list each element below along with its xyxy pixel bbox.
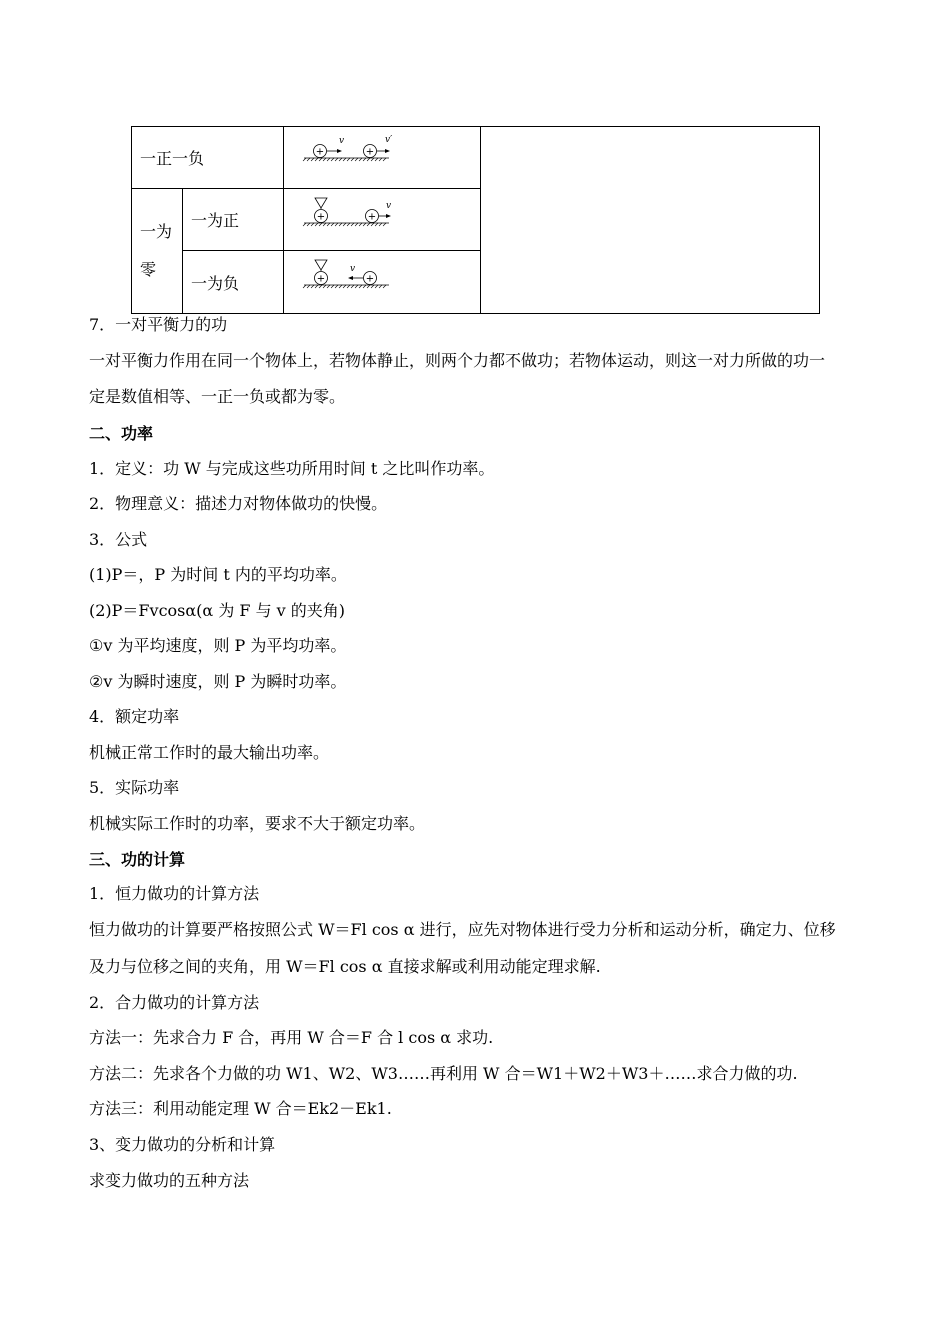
table-empty-cell <box>481 127 820 314</box>
variable-force-title: 3、变力做功的分析和计算 <box>89 1135 276 1154</box>
power-formula-2: (2)P＝Fvcosα(α 为 F 与 v 的夹角) <box>89 601 346 620</box>
row-label-zero-positive: 一为正 <box>183 189 284 251</box>
power-formula-2b: ②v 为瞬时速度，则 P 为瞬时功率。 <box>89 672 347 691</box>
constant-force-paragraph-line1: 恒力做功的计算要严格按照公式 W＝Fl cos α 进行，应先对物体进行受力分析和运动分析，确定力、位移 <box>89 920 836 939</box>
row-label-zero-negative: 一为负 <box>183 251 284 314</box>
section-7-paragraph-line1: 一对平衡力作用在同一个物体上，若物体静止，则两个力都不做功；若物体运动，则这一对力所做的功一 <box>89 351 826 370</box>
svg-text:+: + <box>315 146 325 158</box>
velocity-label: v <box>386 201 392 211</box>
net-force-title: 2．合力做功的计算方法 <box>89 993 260 1012</box>
section-7-paragraph-line2: 定是数值相等、一正一负或都为零。 <box>89 387 346 406</box>
svg-text:+: + <box>367 211 377 223</box>
group-label-line2: 零 <box>140 260 157 279</box>
net-force-method-2: 方法二：先求各个力做的功 W1、W2、W3……再利用 W 合＝W1＋W2＋W3＋……求合力做的功. <box>89 1064 798 1083</box>
heading-power: 二、功率 <box>89 424 154 443</box>
power-formula-2a: ①v 为平均速度，则 P 为平均功率。 <box>89 636 347 655</box>
group-label-zero <box>132 189 183 314</box>
svg-text:+: + <box>365 273 375 285</box>
net-force-method-3: 方法三：利用动能定理 W 合＝Ek2－Ek1. <box>89 1099 392 1118</box>
rated-power-title: 4．额定功率 <box>89 707 180 726</box>
power-meaning: 2．物理意义：描述力对物体做功的快慢。 <box>89 494 388 513</box>
velocity-prime-label: v′ <box>385 135 393 145</box>
variable-force-intro: 求变力做功的五种方法 <box>89 1171 250 1190</box>
power-formula-1: (1)P＝，P 为时间 t 内的平均功率。 <box>89 565 347 584</box>
net-force-method-1: 方法一：先求合力 F 合，再用 W 合＝F 合 l cos α 求功. <box>89 1028 494 1047</box>
diagram-hanging-ball-moving-right <box>284 189 481 251</box>
diagram-hanging-ball-moving-left <box>284 251 481 314</box>
actual-power-text: 机械实际工作时的功率，要求不大于额定功率。 <box>89 814 426 833</box>
actual-power-title: 5．实际功率 <box>89 778 180 797</box>
power-formula-title: 3．公式 <box>89 530 148 549</box>
section-7-title: 7．一对平衡力的功 <box>89 315 228 334</box>
heading-work-calculation: 三、功的计算 <box>89 850 186 869</box>
power-definition: 1．定义：功 W 与完成这些功所用时间 t 之比叫作功率。 <box>89 459 495 478</box>
svg-text:+: + <box>365 146 375 158</box>
svg-text:+: + <box>316 273 326 285</box>
rated-power-text: 机械正常工作时的最大输出功率。 <box>89 743 330 762</box>
diagram-two-balls-moving <box>284 127 481 189</box>
velocity-label: v <box>339 136 345 146</box>
row-label-positive-negative: 一正一负 <box>132 127 284 189</box>
group-label-line1: 一为 <box>140 222 173 241</box>
velocity-label: v <box>350 264 356 274</box>
constant-force-paragraph-line2: 及力与位移之间的夹角，用 W＝Fl cos α 直接求解或利用动能定理求解. <box>89 957 601 976</box>
constant-force-title: 1．恒力做功的计算方法 <box>89 884 260 903</box>
work-sign-table <box>131 126 820 314</box>
svg-text:+: + <box>316 211 326 223</box>
